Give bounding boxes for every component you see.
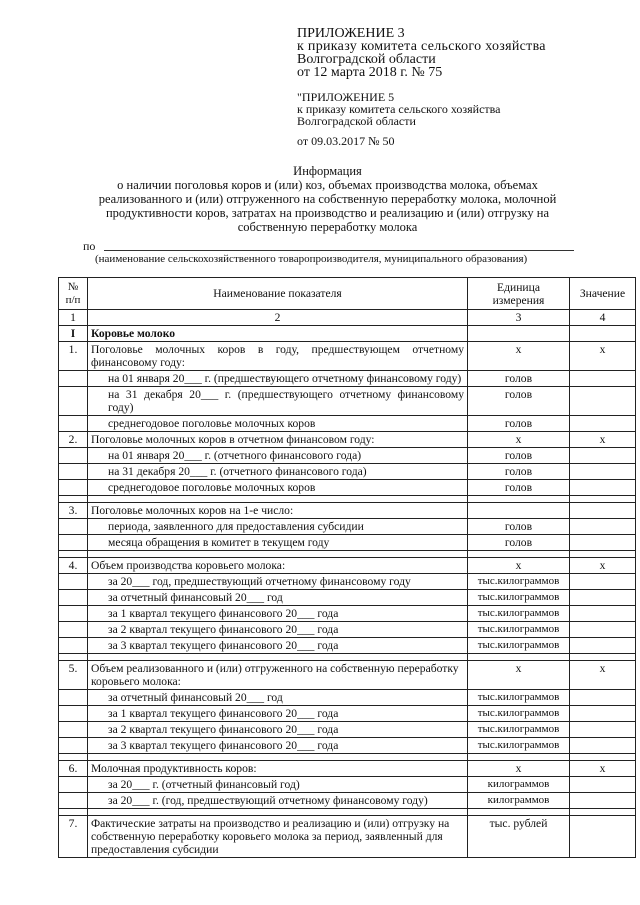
cell: Поголовье молочных коров в отчетном финансовом году: (88, 432, 468, 448)
table-row (59, 816, 636, 858)
title-line: о наличии поголовья коров и (или) коз, объемах производства молока, объемах (117, 178, 538, 192)
cell: х (570, 661, 636, 690)
table-row (59, 722, 636, 738)
cell (570, 706, 636, 722)
header2-line: к приказу комитета сельского хозяйства (297, 102, 501, 116)
spacer-row (59, 754, 636, 761)
cell: х (468, 661, 570, 690)
cell (59, 464, 88, 480)
cell: Коровье молоко (88, 326, 468, 342)
cell: голов (468, 464, 570, 480)
table-row (59, 622, 636, 638)
table-row (59, 387, 636, 416)
cell: тыс.килограммов (468, 574, 570, 590)
cell: х (570, 761, 636, 777)
section-row (59, 326, 636, 342)
cell: х (468, 342, 570, 371)
cell: 2 (88, 310, 468, 326)
cell: голов (468, 371, 570, 387)
cell: тыс. рублей (468, 816, 570, 858)
cell: за 1 квартал текущего финансового 20___ года (88, 706, 468, 722)
cell: 4. (59, 558, 88, 574)
cell: 2. (59, 432, 88, 448)
cell: голов (468, 387, 570, 416)
cell (59, 738, 88, 754)
cell: килограммов (468, 777, 570, 793)
table-row (59, 761, 636, 777)
cell (468, 326, 570, 342)
cell: за отчетный финансовый 20___ год (88, 590, 468, 606)
cell (570, 448, 636, 464)
table-row (59, 574, 636, 590)
cell (59, 574, 88, 590)
cell (59, 590, 88, 606)
cell (59, 777, 88, 793)
header-line: от 12 марта 2018 г. № 75 (297, 65, 443, 80)
spacer-row (59, 496, 636, 503)
cell: х (570, 342, 636, 371)
cell: 1 (59, 310, 88, 326)
cell: 3. (59, 503, 88, 519)
cell (570, 690, 636, 706)
cell (570, 574, 636, 590)
cell: 4 (570, 310, 636, 326)
cell (59, 606, 88, 622)
cell: Поголовье молочных коров в году, предшествующем отчетному финансовому году: (88, 342, 468, 371)
table-row (59, 371, 636, 387)
header-block (297, 27, 597, 79)
cell (59, 793, 88, 809)
header2-block (297, 91, 597, 147)
table-row (59, 793, 636, 809)
cell (570, 793, 636, 809)
cell: I (59, 326, 88, 342)
cell: Объем реализованного и (или) отгруженного на собственную переработку коровьего молока: (88, 661, 468, 690)
header2-line: от 09.03.2017 № 50 (297, 134, 395, 148)
cell: на 31 декабря 20___ г. (предшествующего отчетному финансовому году) (88, 387, 468, 416)
cell: за отчетный финансовый 20___ год (88, 690, 468, 706)
table-row (59, 519, 636, 535)
table-row (59, 661, 636, 690)
cell (570, 464, 636, 480)
cell (59, 638, 88, 654)
cell: за 20___ г. (год, предшествующий отчетному финансовому году) (88, 793, 468, 809)
cell: голов (468, 448, 570, 464)
cell (570, 503, 636, 519)
cell (59, 448, 88, 464)
cell (59, 519, 88, 535)
cell (570, 480, 636, 496)
cell: х (468, 761, 570, 777)
cell (570, 722, 636, 738)
table-row (59, 590, 636, 606)
cell: за 20___ год, предшествующий отчетному финансовому году (88, 574, 468, 590)
cell: 6. (59, 761, 88, 777)
table-row (59, 690, 636, 706)
cell: х (468, 558, 570, 574)
cell: голов (468, 416, 570, 432)
cell: тыс.килограммов (468, 690, 570, 706)
col-header-name: Наименование показателя (88, 278, 468, 310)
cell: Фактические затраты на производство и реализацию и (или) отгрузку на собственную переработку коровьего молока за период, заявленный для предоставления субсидии (88, 816, 468, 858)
cell (59, 706, 88, 722)
cell (59, 622, 88, 638)
spacer-row (59, 654, 636, 661)
cell: за 1 квартал текущего финансового 20___ года (88, 606, 468, 622)
col-header-n: № п/п (59, 278, 88, 310)
cell: тыс.килограммов (468, 738, 570, 754)
cell: Объем производства коровьего молока: (88, 558, 468, 574)
cell: х (570, 558, 636, 574)
col-number-row (59, 310, 636, 326)
cell: тыс.килограммов (468, 590, 570, 606)
col-header-value: Значение (570, 278, 636, 310)
cell: х (570, 432, 636, 448)
po-label: по (83, 239, 96, 253)
table-row (59, 706, 636, 722)
data-table (58, 277, 636, 858)
table-row (59, 432, 636, 448)
cell (570, 416, 636, 432)
table-row (59, 638, 636, 654)
cell: за 20___ г. (отчетный финансовый год) (88, 777, 468, 793)
cell: 3 (468, 310, 570, 326)
cell: тыс.килограммов (468, 606, 570, 622)
table-row (59, 606, 636, 622)
cell: Поголовье молочных коров на 1-е число: (88, 503, 468, 519)
cell: за 2 квартал текущего финансового 20___ года (88, 622, 468, 638)
cell (59, 387, 88, 416)
table-row (59, 342, 636, 371)
cell (59, 371, 88, 387)
cell (570, 816, 636, 858)
spacer-row (59, 809, 636, 816)
cell (570, 371, 636, 387)
cell: голов (468, 480, 570, 496)
table-row (59, 558, 636, 574)
cell: на 31 декабря 20___ г. (отчетного финансового года) (88, 464, 468, 480)
header2-line: Волгоградской области (297, 114, 416, 128)
cell: 7. (59, 816, 88, 858)
table-row (59, 738, 636, 754)
cell (59, 535, 88, 551)
cell (570, 535, 636, 551)
cell (468, 503, 570, 519)
header-line: ПРИЛОЖЕНИЕ 3 (297, 26, 405, 41)
cell (570, 590, 636, 606)
title-line: реализованного и (или) отгруженного на собственную переработку молока, молочной (98, 192, 557, 206)
table-row (59, 464, 636, 480)
cell: на 01 января 20___ г. (предшествующего отчетному финансовому году) (88, 371, 468, 387)
title-line: собственную переработку молока (237, 220, 418, 234)
header2-line: "ПРИЛОЖЕНИЕ 5 (297, 90, 395, 104)
col-header-unit: Единица измерения (468, 278, 570, 310)
cell (570, 519, 636, 535)
po-fill-line (104, 250, 574, 251)
header-line: к приказу комитета сельского хозяйства (297, 39, 546, 54)
cell: на 01 января 20___ г. (отчетного финансового года) (88, 448, 468, 464)
title-line: продуктивности коров, затратах на производство и реализацию и (или) отгрузку на (105, 206, 550, 220)
cell: тыс.килограммов (468, 706, 570, 722)
cell: тыс.килограммов (468, 722, 570, 738)
cell (570, 638, 636, 654)
cell (570, 606, 636, 622)
cell: среднегодовое поголовье молочных коров (88, 416, 468, 432)
cell: за 3 квартал текущего финансового 20___ года (88, 738, 468, 754)
cell: килограммов (468, 793, 570, 809)
cell: 5. (59, 661, 88, 690)
table-row (59, 535, 636, 551)
cell: голов (468, 535, 570, 551)
header-line: Волгоградской области (297, 52, 436, 67)
cell: месяца обращения в комитет в текущем году (88, 535, 468, 551)
cell: 1. (59, 342, 88, 371)
cell: за 2 квартал текущего финансового 20___ года (88, 722, 468, 738)
cell: Молочная продуктивность коров: (88, 761, 468, 777)
table-row (59, 480, 636, 496)
po-caption: (наименование сельскохозяйственного товаропроизводителя, муниципального образования) (95, 253, 528, 265)
cell (570, 777, 636, 793)
cell (59, 722, 88, 738)
title-line: Информация (293, 164, 362, 178)
cell (59, 480, 88, 496)
cell (59, 416, 88, 432)
cell: среднегодовое поголовье молочных коров (88, 480, 468, 496)
cell (570, 738, 636, 754)
cell: голов (468, 519, 570, 535)
cell (570, 622, 636, 638)
spacer-row (59, 551, 636, 558)
table-row (59, 416, 636, 432)
cell (570, 387, 636, 416)
cell: за 3 квартал текущего финансового 20___ года (88, 638, 468, 654)
table-row (59, 777, 636, 793)
cell: тыс.килограммов (468, 638, 570, 654)
document-title (70, 164, 585, 234)
table-row (59, 448, 636, 464)
cell: х (468, 432, 570, 448)
table-header-row (59, 278, 636, 310)
cell: периода, заявленного для предоставления субсидии (88, 519, 468, 535)
cell (570, 326, 636, 342)
cell: тыс.килограммов (468, 622, 570, 638)
table-row (59, 503, 636, 519)
cell (59, 690, 88, 706)
